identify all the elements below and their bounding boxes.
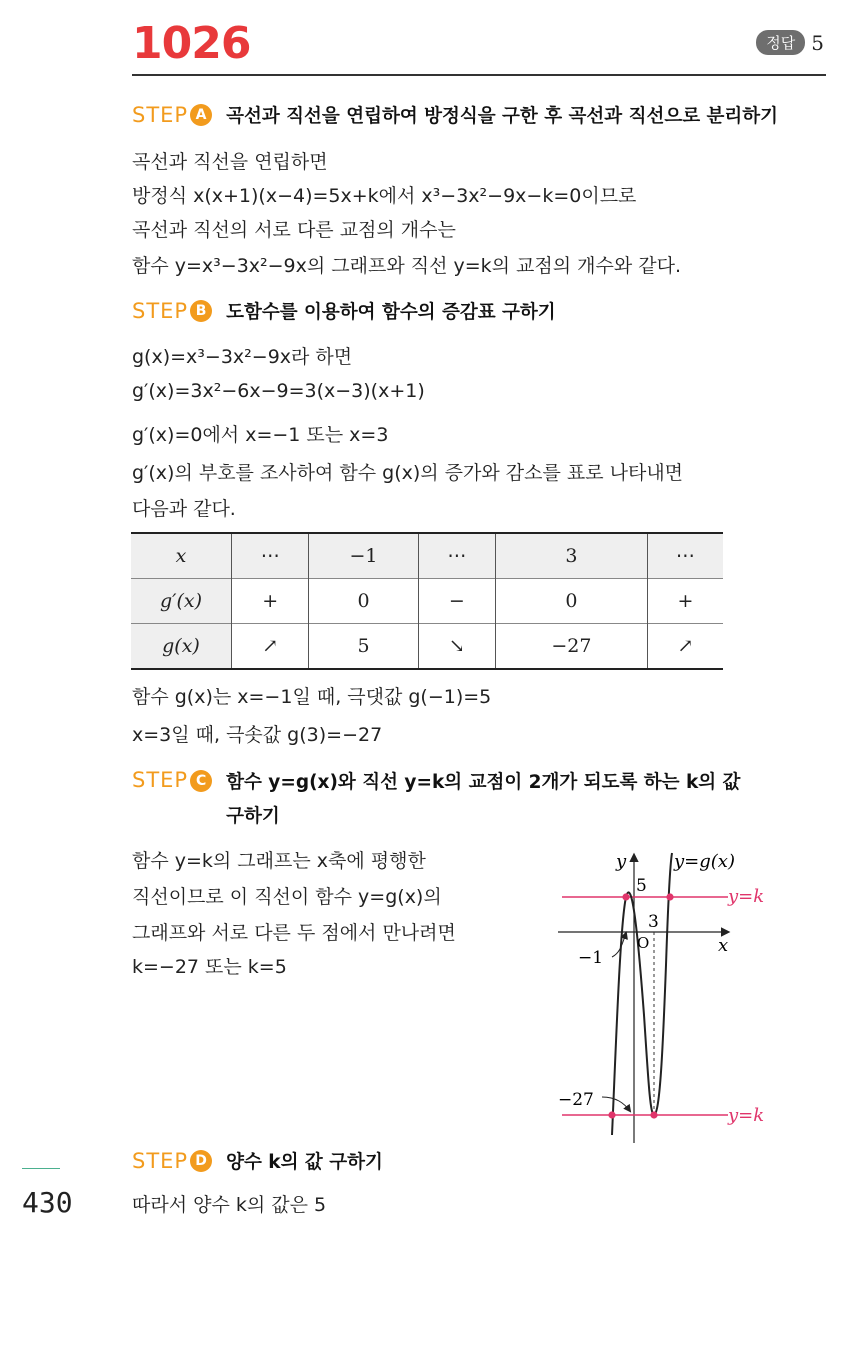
table-row [131, 624, 723, 670]
table-cell: ↗ [647, 624, 723, 670]
table-cell: x [131, 533, 232, 579]
table-row [131, 533, 723, 579]
label-x3: 3 [648, 912, 659, 932]
point-bottom-left [608, 1111, 615, 1118]
table-cell: −27 [496, 624, 648, 670]
step-label: STEP [132, 299, 189, 323]
step-label: STEP [132, 1149, 189, 1173]
step-badge-b: B [190, 300, 212, 322]
step-a-title: 곡선과 직선을 연립하여 방정식을 구한 후 곡선과 직선으로 분리하기 [226, 106, 779, 127]
step-badge-a: A [190, 104, 212, 126]
table-cell: 0 [309, 579, 418, 624]
table-cell: − [418, 579, 495, 624]
table-cell: + [647, 579, 723, 624]
table-cell: ↗ [232, 624, 309, 670]
step-c-title-1: 함수 y=g(x)와 직선 y=k의 교점이 2개가 되도록 하는 k의 값 [226, 772, 741, 793]
table-cell: ⋯ [232, 533, 309, 579]
step-c-line-4: k=−27 또는 k=5 [132, 956, 287, 978]
label-x-axis: x [718, 935, 729, 956]
table-row [131, 579, 723, 624]
step-a-heading [132, 102, 778, 128]
table-cell: ⋯ [647, 533, 723, 579]
step-c-line-3: 그래프와 서로 다른 두 점에서 만나려면 [132, 922, 456, 944]
table-cell: 3 [496, 533, 648, 579]
step-c-title-2: 구하기 [226, 806, 280, 827]
label-curve: y=g(x) [674, 851, 735, 872]
answer-box [756, 30, 824, 55]
arrow-neg1 [612, 933, 626, 957]
step-b-line-5: 다음과 같다. [132, 498, 236, 520]
step-b-line-3: g′(x)=0에서 x=−1 또는 x=3 [132, 424, 389, 446]
table-cell: −1 [309, 533, 418, 579]
table-cell: ↘ [418, 624, 495, 670]
table-cell: 5 [309, 624, 418, 670]
label-y-axis: y [616, 851, 627, 872]
problem-number: 1026 [132, 18, 251, 69]
step-c-line-2: 직선이므로 이 직선이 함수 y=g(x)의 [132, 886, 442, 908]
step-c-line-1: 함수 y=k의 그래프는 x축에 평행한 [132, 850, 426, 872]
step-b-line-1: g(x)=x³−3x²−9x라 하면 [132, 346, 353, 368]
step-badge-d: D [190, 1150, 212, 1172]
cubic-graph [550, 845, 800, 1145]
label-max-value: 5 [636, 876, 647, 896]
step-d-heading [132, 1148, 383, 1174]
step-a-line-2: 방정식 x(x+1)(x−4)=5x+k에서 x³−3x²−9x−k=0이므로 [132, 185, 637, 207]
step-b-title: 도함수를 이용하여 함수의 증감표 구하기 [226, 302, 556, 323]
table-cell: g′(x) [131, 579, 232, 624]
answer-label: 정답 [756, 30, 805, 55]
side-rule [22, 1168, 60, 1169]
increase-decrease-table [131, 532, 723, 670]
point-min [650, 1111, 657, 1118]
step-b-line-2: g′(x)=3x²−6x−9=3(x−3)(x+1) [132, 380, 425, 402]
step-label: STEP [132, 103, 189, 127]
label-line-bottom: y=k [728, 1105, 765, 1126]
step-b-after-1: 함수 g(x)는 x=−1일 때, 극댓값 g(−1)=5 [132, 686, 492, 708]
step-d-title: 양수 k의 값 구하기 [226, 1152, 383, 1173]
step-a-line-4: 함수 y=x³−3x²−9x의 그래프와 직선 y=k의 교점의 개수와 같다. [132, 255, 682, 277]
label-line-top: y=k [728, 886, 765, 907]
label-min-value: −27 [558, 1090, 594, 1110]
point-top-right [666, 893, 673, 900]
step-b-line-4: g′(x)의 부호를 조사하여 함수 g(x)의 증가와 감소를 표로 나타내면 [132, 462, 684, 484]
point-max [622, 893, 629, 900]
table-cell: g(x) [131, 624, 232, 670]
answer-value: 5 [811, 30, 824, 55]
step-label: STEP [132, 768, 189, 792]
page-number: 430 [22, 1186, 73, 1219]
table-cell: + [232, 579, 309, 624]
step-a-line-3: 곡선과 직선의 서로 다른 교점의 개수는 [132, 219, 456, 241]
table-cell: ⋯ [418, 533, 495, 579]
table-cell: 0 [496, 579, 648, 624]
header-rule [132, 74, 826, 76]
step-badge-c: C [190, 770, 212, 792]
step-c-heading [132, 768, 740, 828]
step-b-after-2: x=3일 때, 극솟값 g(3)=−27 [132, 724, 383, 746]
arrow-neg27 [602, 1097, 630, 1111]
step-a-line-1: 곡선과 직선을 연립하면 [132, 151, 328, 173]
label-neg1: −1 [578, 948, 604, 968]
step-b-heading [132, 298, 556, 324]
label-origin: O [637, 934, 650, 952]
step-d-line-1: 따라서 양수 k의 값은 5 [132, 1194, 327, 1216]
